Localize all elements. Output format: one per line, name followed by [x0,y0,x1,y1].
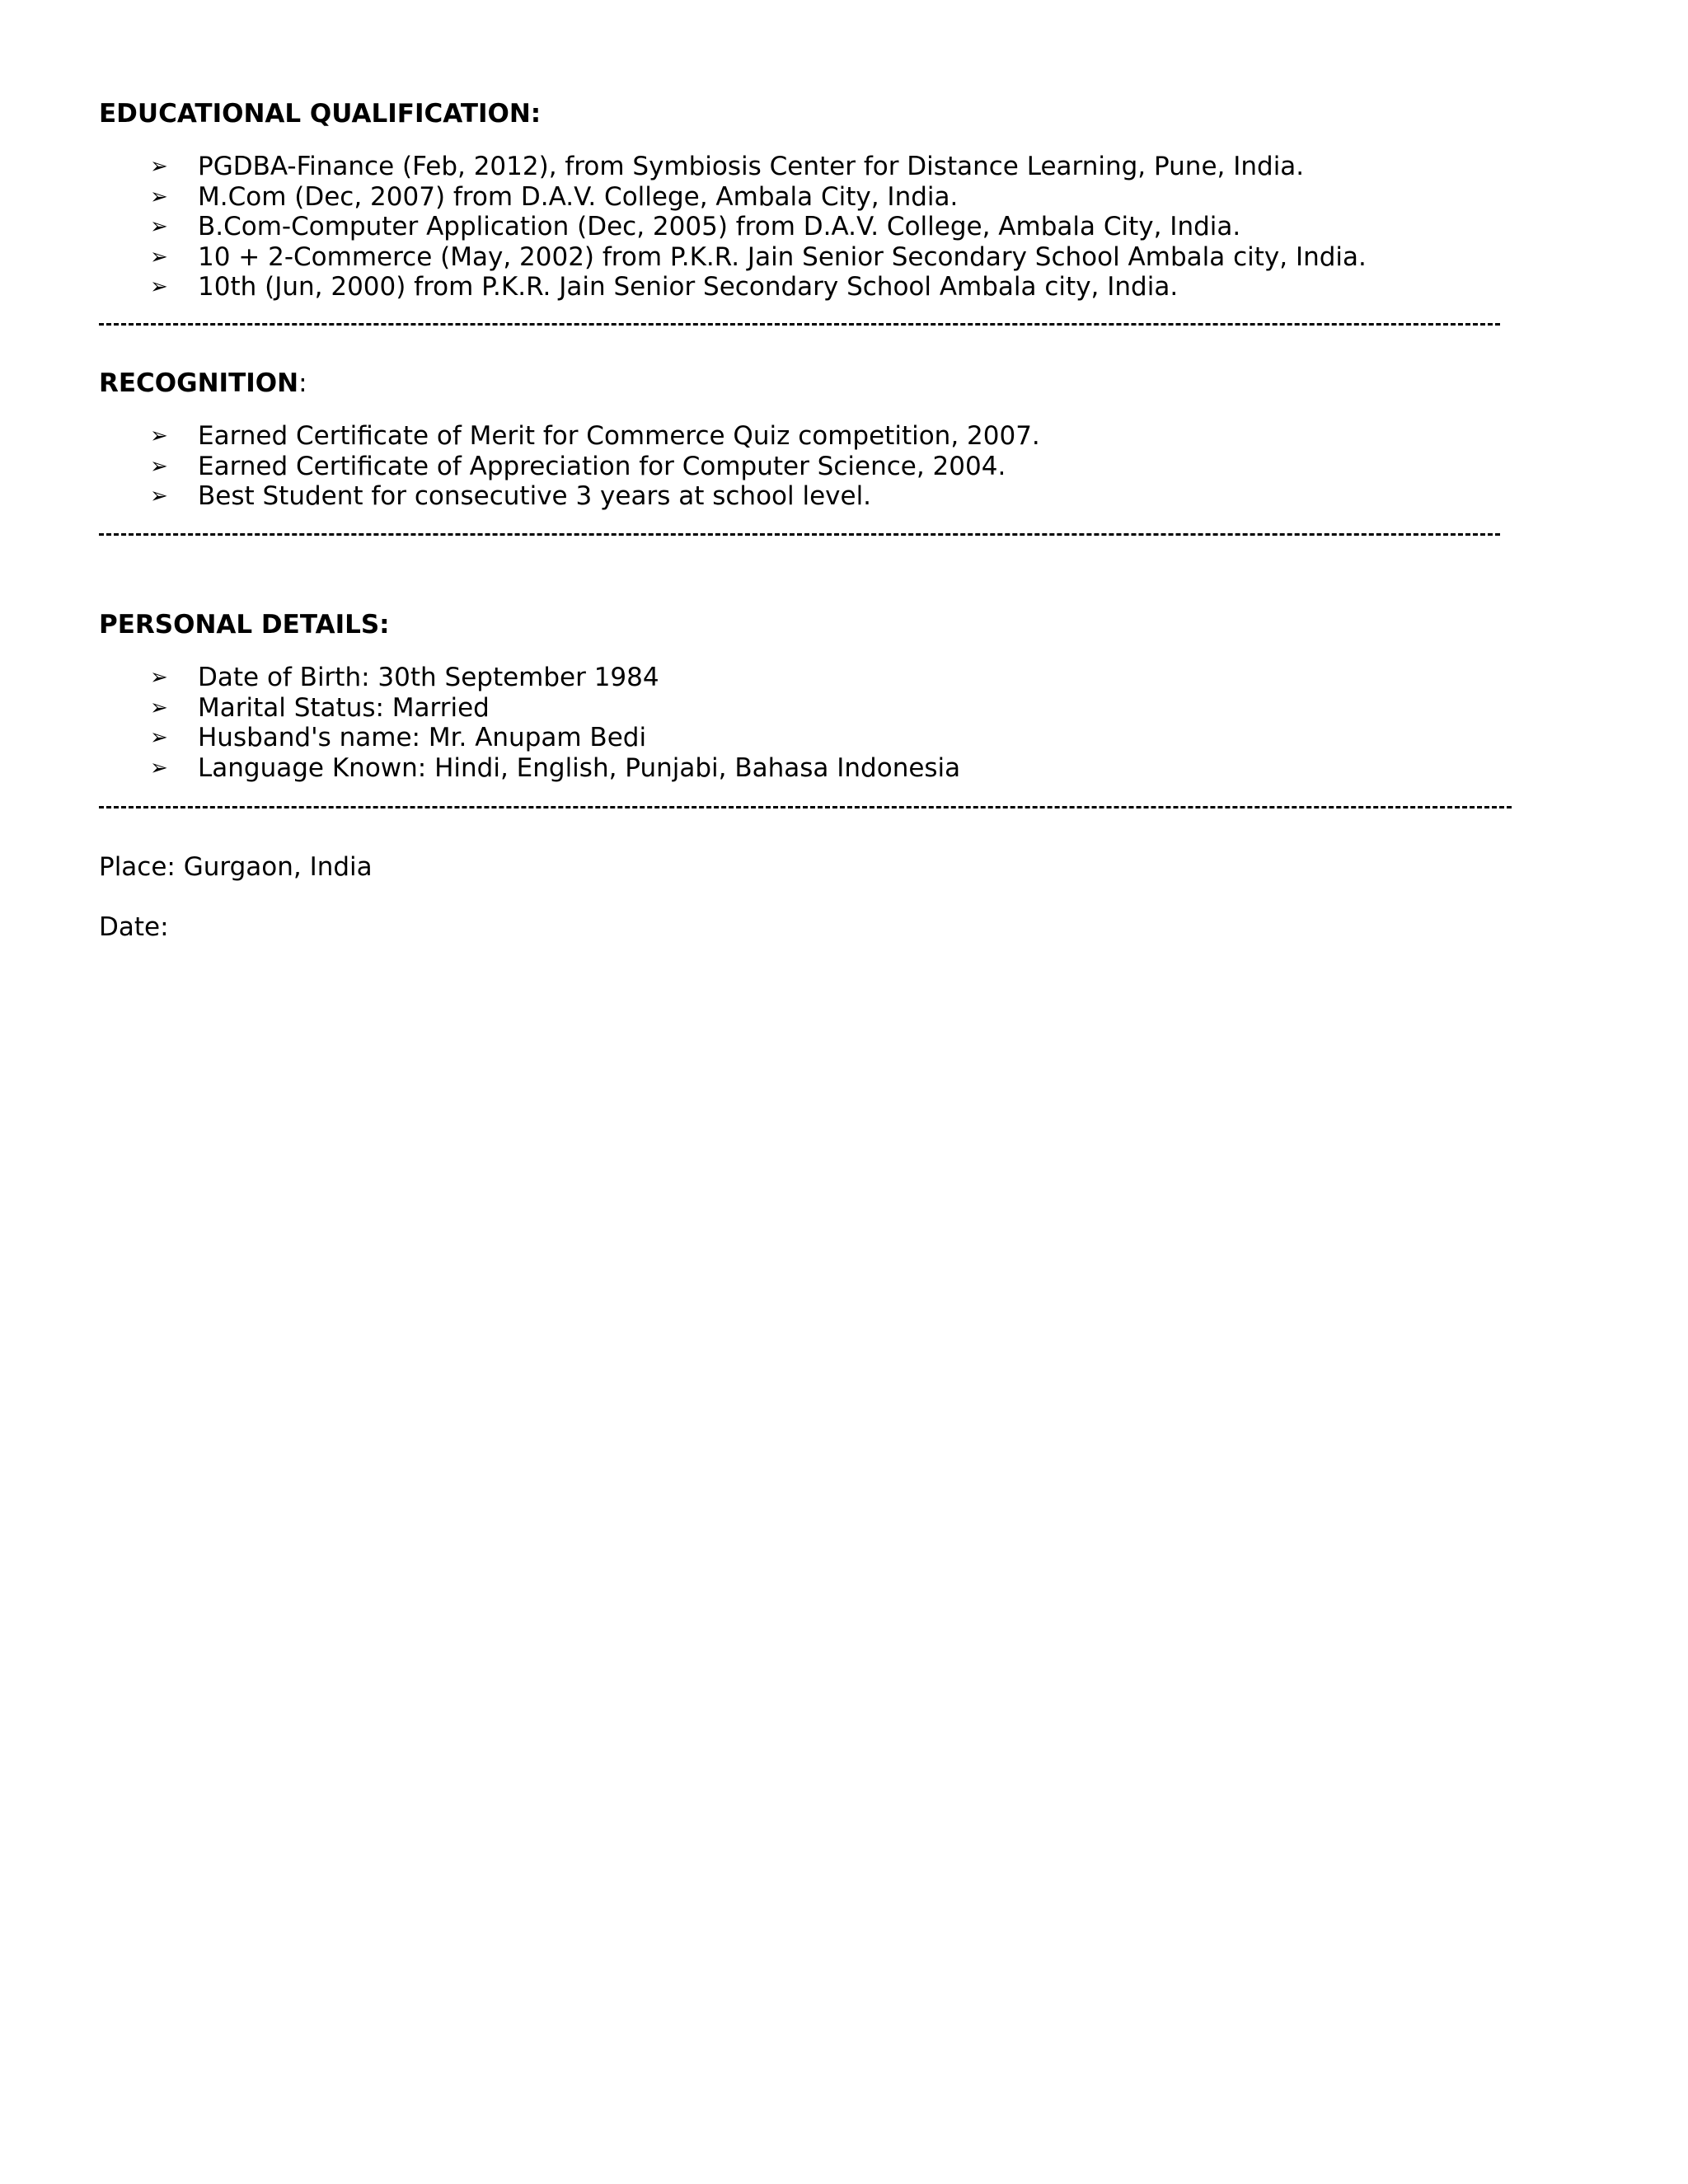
list-item: ➢ Marital Status: Married [150,692,490,723]
list-item: ➢ 10 + 2-Commerce (May, 2002) from P.K.R. Jain Senior Secondary School Ambala city, India. [150,241,1367,272]
arrow-bullet-icon: ➢ [150,453,168,479]
arrow-bullet-icon: ➢ [150,184,168,209]
section-divider [99,806,1512,808]
education-list [99,152,1517,302]
arrow-bullet-icon: ➢ [150,484,168,509]
personal-list [99,663,1517,783]
list-item: ➢ B.Com-Computer Application (Dec, 2005) from D.A.V. College, Ambala City, India. [150,212,1241,241]
recognition-heading: RECOGNITION: [99,368,307,398]
arrow-bullet-icon: ➢ [150,424,168,448]
date-line: Date: [99,912,169,942]
list-item: ➢ 10th (Jun, 2000) from P.K.R. Jain Senior Secondary School Ambala city, India. [150,272,1179,302]
personal-section [99,608,1517,783]
arrow-bullet-icon: ➢ [150,725,168,750]
list-item: ➢ Earned Certificate of Appreciation for Computer Science, 2004. [150,451,1006,481]
list-item: ➢ Husband's name: Mr. Anupam Bedi [150,723,647,752]
arrow-bullet-icon: ➢ [150,755,168,780]
list-item: ➢ Language Known: Hindi, English, Punjabi, Bahasa Indonesia [150,752,961,783]
arrow-bullet-icon: ➢ [150,244,168,269]
recognition-list [99,421,1517,512]
list-item: ➢ Earned Certificate of Merit for Commerce Quiz competition, 2007. [150,421,1040,451]
arrow-bullet-icon: ➢ [150,214,168,239]
section-divider [99,323,1500,326]
list-item: ➢ Best Student for consecutive 3 years at school level. [150,481,872,511]
recognition-section [99,367,1517,512]
arrow-bullet-icon: ➢ [150,274,168,299]
section-divider [99,533,1500,536]
list-item: ➢ PGDBA-Finance (Feb, 2012), from Symbiosis Center for Distance Learning, Pune, India. [150,152,1305,181]
education-section [99,97,1517,302]
list-item: ➢ Date of Birth: 30th September 1984 [150,663,659,692]
arrow-bullet-icon: ➢ [150,695,168,720]
arrow-bullet-icon: ➢ [150,665,168,690]
place-line: Place: Gurgaon, India [99,852,373,882]
personal-heading: PERSONAL DETAILS: [99,610,390,640]
education-heading: EDUCATIONAL QUALIFICATION: [99,99,542,129]
arrow-bullet-icon: ➢ [150,154,168,179]
list-item: ➢ M.Com (Dec, 2007) from D.A.V. College, Ambala City, India. [150,181,959,212]
